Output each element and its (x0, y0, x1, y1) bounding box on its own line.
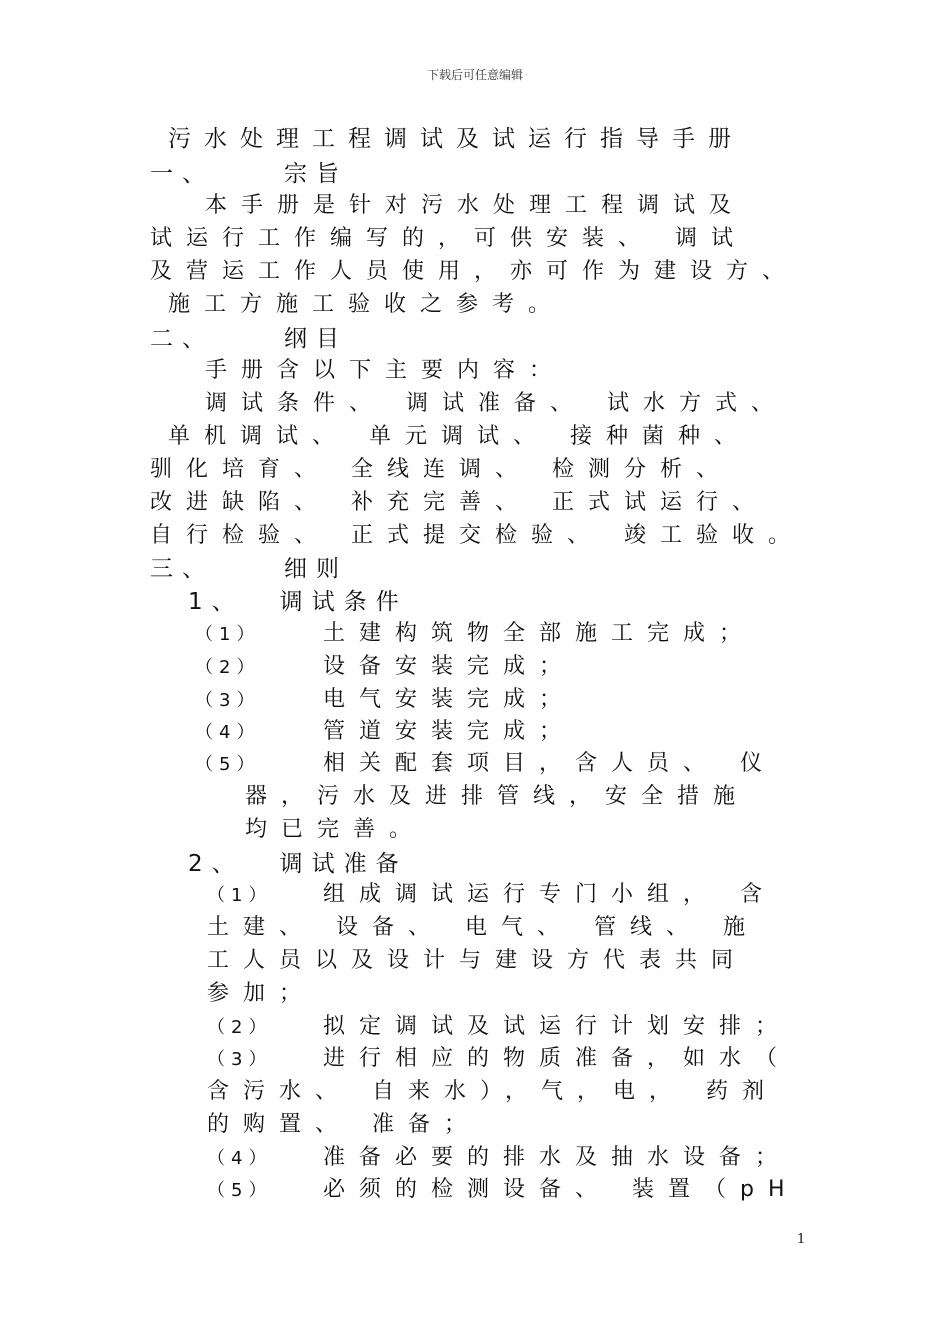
item-continuation: 均已完善。 (245, 817, 426, 842)
item-number: （2） (207, 1017, 273, 1038)
item-number: （1） (207, 885, 273, 906)
item-text: 管道安装完成； (323, 719, 576, 744)
item-text: 设备安装完成； (323, 654, 576, 679)
item-number: （5） (207, 1180, 273, 1201)
list-item (207, 1009, 791, 1040)
item-continuation: 器，污水及进排管线，安全措施 (245, 784, 750, 809)
item-number: （4） (195, 722, 261, 743)
list-item (195, 746, 776, 777)
item-text: 拟定调试及试运行计划安排； (323, 1014, 792, 1039)
subsection-number: 1、 (188, 589, 244, 615)
subsection-title: 调试条件 (279, 589, 408, 615)
item-continuation: 工人员以及设计与建设方代表共同 (207, 948, 748, 973)
list-item (207, 1172, 799, 1203)
paragraph-line: 改进缺陷、 补充完善、 正式试运行、 (150, 490, 768, 515)
paragraph-line: 单机调试、 单元调试、 接种菌种、 (168, 424, 750, 449)
item-number: （1） (195, 624, 261, 645)
paragraph-line: 试运行工作编写的，可供安装、 调试 (150, 226, 747, 251)
paragraph-line: 调试条件、 调试准备、 试水方式、 (205, 391, 787, 416)
item-continuation: 的购置、 准备； (207, 1112, 480, 1137)
page-header: 下载后可任意编辑 (426, 68, 523, 82)
paragraph-line: 自行检验、 正式提交检验、 竣工验收。 (150, 523, 804, 548)
list-item (195, 714, 575, 745)
item-number: （3） (207, 1049, 273, 1070)
item-continuation: 土建、 设备、 电气、 管线、 施 (207, 915, 759, 940)
item-text: 相关配套项目，含人员、 仪 (323, 751, 776, 776)
list-item (207, 1041, 791, 1072)
item-text: 组成调试运行专门小组， 含 (323, 882, 776, 907)
section-number: 三、 (150, 556, 214, 582)
list-item (195, 616, 755, 647)
section-number: 一、 (150, 161, 214, 187)
paragraph-line: 施工方施工验收之参考。 (168, 292, 565, 317)
list-item (207, 877, 776, 908)
paragraph-line: 本手册是针对污水处理工程调试及 (205, 193, 746, 218)
item-number: （2） (195, 657, 261, 678)
page-number: 1 (797, 1232, 806, 1247)
item-number: （3） (195, 690, 261, 711)
item-text: 土建构筑物全部施工完成； (323, 621, 756, 646)
list-item (195, 649, 575, 680)
section-title: 纲目 (284, 326, 348, 352)
item-text: 准备必要的排水及抽水设备； (323, 1145, 792, 1170)
section-2-heading (150, 320, 348, 353)
section-title: 细则 (284, 556, 348, 582)
document-title: 污水处理工程调试及试运行指导手册 (168, 126, 744, 152)
section-number: 二、 (150, 326, 214, 352)
list-item (207, 1140, 791, 1171)
subsection-number: 2、 (188, 851, 244, 877)
paragraph-line: 手册含以下主要内容： (205, 358, 566, 383)
subsection-1-heading (188, 583, 408, 616)
item-continuation: 含污水、 自来水），气，电， 药剂 (207, 1079, 778, 1104)
section-title: 宗旨 (284, 161, 348, 187)
section-3-heading (150, 550, 348, 583)
item-number: （5） (195, 754, 261, 775)
paragraph-line: 及营运工作人员使用，亦可作为建设方、 (150, 259, 799, 284)
item-text: 电气安装完成； (323, 687, 576, 712)
item-continuation: 参加； (207, 981, 316, 1006)
subsection-2-heading (188, 845, 408, 878)
item-number: （4） (207, 1148, 273, 1169)
list-item (195, 682, 575, 713)
section-1-heading (150, 155, 348, 188)
item-text: 进行相应的物质准备，如水（ (323, 1046, 792, 1071)
paragraph-line: 驯化培育、 全线连调、 检测分析、 (150, 457, 732, 482)
item-text: 必须的检测设备、 装置（pH (323, 1177, 799, 1202)
subsection-title: 调试准备 (279, 851, 408, 877)
